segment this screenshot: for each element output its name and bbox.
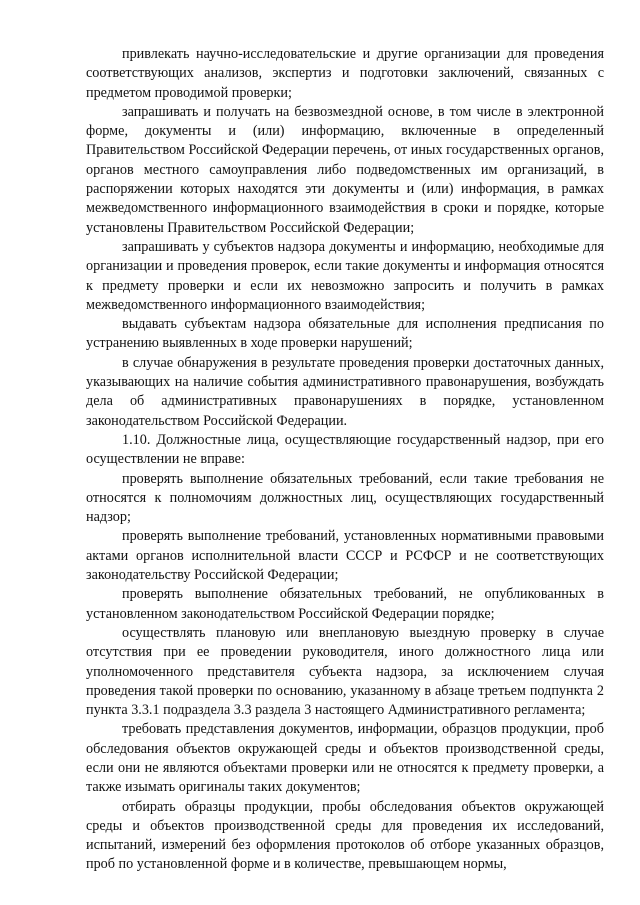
paragraph-outside-competence: проверять выполнение обязательных требований, если такие требования не относятся к полномочиям должностных лиц, осуществляющих государственный надзор; <box>86 470 604 526</box>
paragraph-administrative-cases: в случае обнаружения в результате проведения проверки достаточных данных, указывающих на наличие события административного правонарушения, возбуждать дела об административных правонарушениях в порядке, установленном законодательством Российской Федерации. <box>86 354 604 429</box>
paragraph-involve-organizations: привлекать научно-исследовательские и другие организации для проведения соответствующих анализов, экспертиз и подготовки заключений, связанных с предметом проводимой проверки; <box>86 46 604 101</box>
paragraph-section-1-10: 1.10. Должностные лица, осуществляющие государственный надзор, при его осуществлении не вправе: <box>86 431 604 468</box>
paragraph-request-interagency-info: запрашивать и получать на безвозмездной основе, в том числе в электронной форме, документы и (или) информацию, включенные в определенный Правительством Российской Федерации перечень, от иных государственных органов, органов местного самоуправления либо подведомственных им организаций, в распоряжении которых находятся эти документы и (или) информация, в рамках межведомственного информационного взаимодействия в сроки и порядке, которые установлены Правительством Российской Федерации; <box>86 103 604 236</box>
document-page <box>86 45 604 875</box>
paragraph-demand-documents: требовать представления документов, информации, образцов продукции, проб обследования объектов окружающей среды и объектов производственной среды, если они не являются объектами проверки или не относятся к предмету проверки, а также изымать оригиналы таких документов; <box>86 721 604 796</box>
paragraph-sampling: отбирать образцы продукции, пробы обследования объектов окружающей среды и объектов производственной среды для проведения их исследований, испытаний, измерений без оформления протоколов об отборе указанных образцов, проб по установленной форме и в количестве, превышающем нормы, <box>86 798 604 873</box>
paragraph-unpublished-requirements: проверять выполнение обязательных требований, не опубликованных в установленном законодательством Российской Федерации порядке; <box>86 586 604 622</box>
paragraph-issue-orders: выдавать субъектам надзора обязательные для исполнения предписания по устранению выявленных в ходе проверки нарушений; <box>86 316 604 352</box>
paragraph-ussr-rsfsr-acts: проверять выполнение требований, установленных нормативными правовыми актами органов исполнительной власти СССР и РСФСР и не соответствующих законодательству Российской Федерации; <box>86 528 604 584</box>
paragraph-absence-of-head: осуществлять плановую или внеплановую выездную проверку в случае отсутствия при ее проведении руководителя, иного должностного лица или уполномоченного представителя субъекта надзора, за исключением случая проведения такой проверки по основанию, указанному в абзаце третьем подпункта 2 пункта 3.3.1 подраздела 3.3 раздела 3 настоящего Административного регламента; <box>86 624 604 719</box>
paragraph-request-from-subjects: запрашивать у субъектов надзора документы и информацию, необходимые для организации и проведения проверок, если такие документы и информация относятся к предмету проверки и если их невозможно запросить и получить в рамках межведомственного информационного взаимодействия; <box>86 238 604 313</box>
